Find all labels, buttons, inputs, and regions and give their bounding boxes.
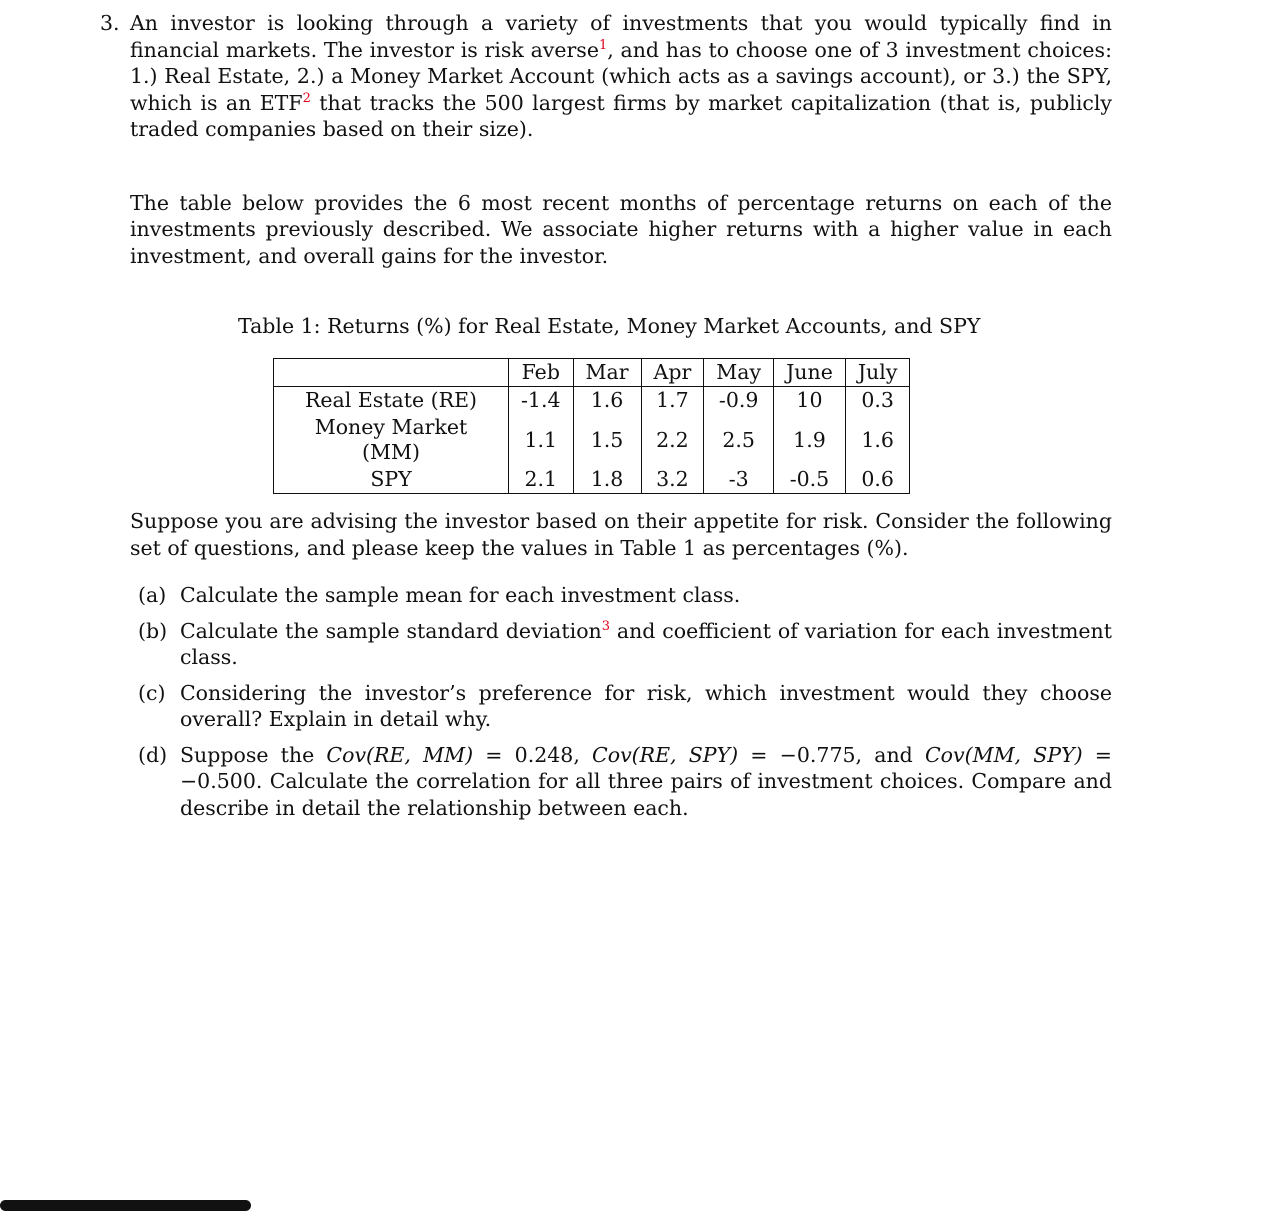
question-text: Considering the investor’s preference for risk, which investment would they choose overall? Explain in detail why. (180, 680, 1112, 731)
question-a (138, 582, 1112, 609)
question-label: (b) (138, 618, 168, 643)
table-cell: 2.5 (704, 414, 774, 466)
question-b-text-2: and coefficient of variation for each investment class. (180, 618, 1112, 669)
row-label: Real Estate (RE) (274, 387, 509, 415)
table-cell: -0.9 (704, 387, 774, 415)
equation-1: = 0.248, (473, 742, 593, 767)
table-cell: 1.9 (774, 414, 846, 466)
table-cell: 0.3 (845, 387, 910, 415)
table-cell: 1.6 (845, 414, 910, 466)
intro-text-2: , and has to choose one of 3 investment choices: 1.) Real Estate, 2.) a Money Market Account (which acts as a savings account), or 3.) the SPY, which is an ETF (130, 37, 1112, 115)
table-cell: -0.5 (774, 466, 846, 494)
horizontal-scrollbar[interactable] (0, 1200, 251, 1211)
table-cell: 2.1 (509, 466, 574, 494)
question-text: Calculate the sample mean for each investment class. (180, 583, 741, 607)
problem-intro (130, 10, 1112, 143)
question-text (180, 618, 1112, 671)
question-d-tail: Calculate the correlation for all three pairs of investment choices. Compare and describe in detail the relationship between each. (180, 769, 1112, 820)
footnote-marker-1[interactable]: 1 (598, 37, 608, 53)
header-cell-feb: Feb (509, 359, 574, 387)
question-label: (c) (138, 680, 166, 705)
table-cell: 1.1 (509, 414, 574, 466)
question-text (180, 742, 1112, 822)
table-cell: 3.2 (641, 466, 704, 494)
equation-3: = −0.500. (180, 742, 1112, 793)
covariance-re-spy: Cov(RE, SPY) (592, 742, 739, 767)
equation-2: = −0.775, and (738, 742, 925, 767)
question-list (138, 582, 1112, 830)
table-row (274, 414, 910, 466)
question-label: (a) (138, 583, 167, 607)
table-row (274, 466, 910, 494)
question-b-text-1: Calculate the sample standard deviation (180, 618, 602, 643)
header-cell-july: July (845, 359, 910, 387)
covariance-re-mm: Cov(RE, MM) (326, 742, 474, 767)
table-header-row (274, 359, 910, 387)
table-cell: 0.6 (845, 466, 910, 494)
header-cell-mar: Mar (573, 359, 641, 387)
intro-text-3: that tracks the 500 largest firms by market capitalization (that is, publicly traded companies based on their size). (130, 90, 1112, 141)
table-cell: 1.7 (641, 387, 704, 415)
footnote-marker-2[interactable]: 2 (302, 90, 311, 106)
covariance-mm-spy: Cov(MM, SPY) (924, 742, 1083, 767)
table-cell: 1.6 (573, 387, 641, 415)
table-caption: Table 1: Returns (%) for Real Estate, Money Market Accounts, and SPY (238, 314, 981, 338)
question-c (138, 680, 1112, 733)
row-label: SPY (274, 466, 509, 494)
table-cell: 2.2 (641, 414, 704, 466)
table-cell: 1.5 (573, 414, 641, 466)
header-cell-apr: Apr (641, 359, 704, 387)
problem-number: 3. (100, 11, 120, 35)
problem-block (100, 10, 1112, 269)
header-cell-may: May (704, 359, 774, 387)
returns-table (273, 358, 910, 494)
table-cell: 10 (774, 387, 846, 415)
footnote-marker-3[interactable]: 3 (601, 618, 611, 634)
header-cell-june: June (774, 359, 846, 387)
intro-text-1: An investor is looking through a variety of investments that you would typically find in financial markets. The investor is risk averse (130, 11, 1112, 62)
question-b (138, 618, 1112, 671)
table-cell: -3 (704, 466, 774, 494)
question-d-lead: Suppose the (180, 742, 327, 767)
table-cell: -1.4 (509, 387, 574, 415)
table-cell: 1.8 (573, 466, 641, 494)
question-d (138, 742, 1112, 822)
header-cell-blank (274, 359, 509, 387)
table-intro: The table below provides the 6 most recent months of percentage returns on each of the investments previously described. We associate higher returns with a higher value in each investment, and overall gains for the investor. (130, 190, 1112, 268)
advice-paragraph: Suppose you are advising the investor based on their appetite for risk. Consider the following set of questions, and please keep the values in Table 1 as percentages (%). (130, 509, 1112, 560)
question-label: (d) (138, 742, 168, 767)
row-label: Money Market (MM) (274, 414, 509, 466)
table-row (274, 387, 910, 415)
